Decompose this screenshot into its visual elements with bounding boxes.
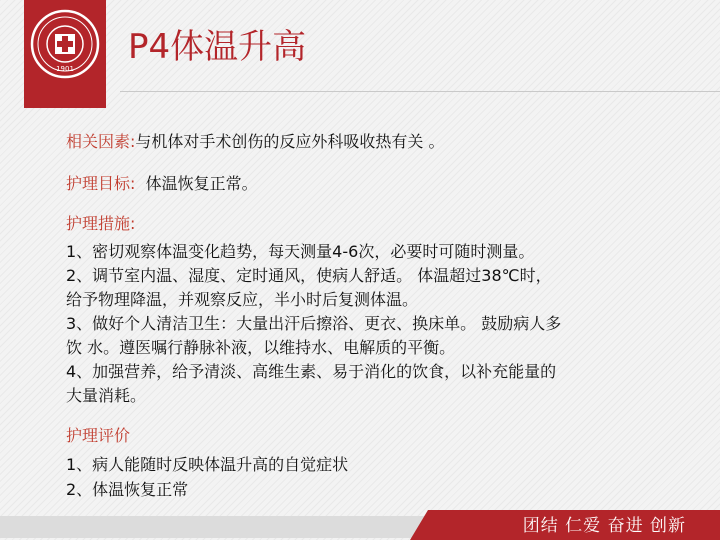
hospital-seal-icon	[24, 0, 106, 108]
measure-line: 2、调节室内温、湿度、定时通风，使病人舒适。 体温超过38℃时，	[66, 266, 552, 285]
measure-line: 饮 水。遵医嘱行静脉补液，以维持水、电解质的平衡。	[66, 338, 456, 357]
evaluation-line: 2、体温恢复正常	[66, 480, 189, 499]
measure-line: 1、密切观察体温变化趋势，每天测量4-6次，必要时可随时测量。	[66, 242, 535, 261]
page-title: P4体温升高	[128, 27, 307, 67]
goal-label: 护理目标:	[66, 174, 136, 193]
seal-year: 1901	[56, 65, 74, 73]
goal-row	[66, 172, 706, 196]
factors-text: 与机体对手术创伤的反应外科吸收热有关 。	[135, 132, 445, 151]
evaluation-label: 护理评价	[66, 426, 131, 445]
footer-bar	[0, 510, 720, 540]
main-content	[66, 130, 706, 502]
measure-line: 4、加强营养，给予清淡、高维生素、易于消化的饮食，以补充能量的	[66, 362, 557, 381]
measure-line: 大量消耗。	[66, 386, 147, 405]
evaluation-list	[66, 452, 706, 502]
measures-label: 护理措施:	[66, 214, 136, 233]
logo-box	[24, 0, 106, 108]
factors-row	[66, 130, 706, 154]
evaluation-line: 1、病人能随时反映体温升高的自觉症状	[66, 455, 349, 474]
measure-line: 给予物理降温，并观察反应，半小时后复测体温。	[66, 290, 419, 309]
footer-gray-band	[0, 516, 440, 538]
footer-slogan: 团结 仁爱 奋进 创新	[522, 516, 686, 536]
measure-line: 3、做好个人清洁卫生：大量出汗后擦浴、更衣、换床单。 鼓励病人多	[66, 314, 562, 333]
factors-label: 相关因素:	[66, 132, 136, 151]
title-divider	[120, 91, 720, 92]
goal-text: 体温恢复正常。	[145, 174, 258, 193]
measures-list	[66, 240, 706, 408]
